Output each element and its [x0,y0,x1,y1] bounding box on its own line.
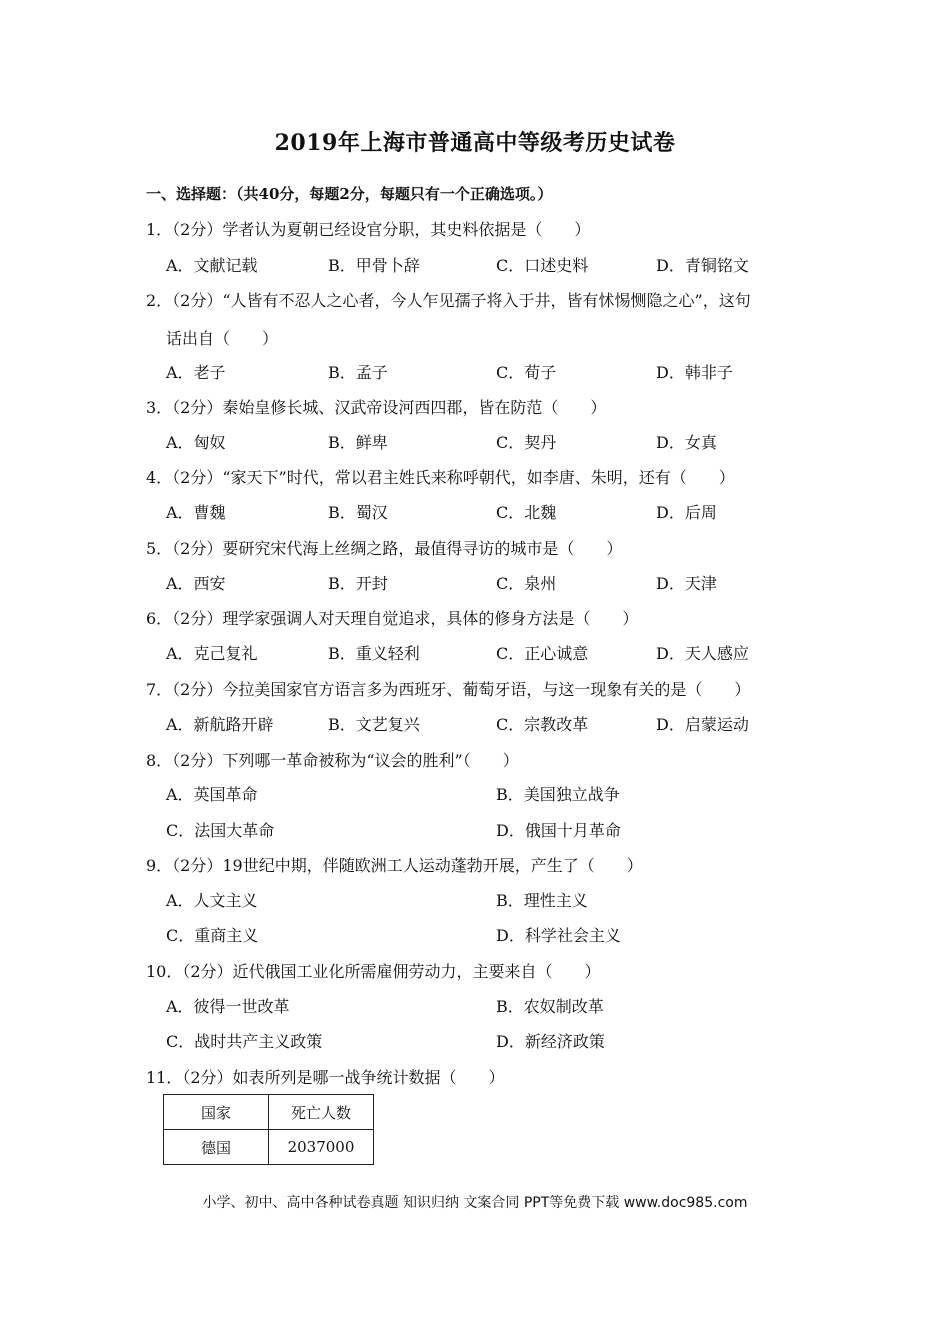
table-header-deaths: 死亡人数 [269,1095,374,1130]
question-10-option-b: B．农奴制改革 [496,997,604,1016]
question-3-option-b: B．鲜卑 [328,433,388,452]
question-8-option-c: C．法国大革命 [166,821,275,840]
question-3-option-a: A．匈奴 [166,433,226,452]
question-8-stem: 8．（2分）下列哪一革命被称为“议会的胜利”（ ） [146,751,519,770]
question-1-option-d: D．青铜铭文 [656,256,749,275]
question-10-option-c: C．战时共产主义政策 [166,1032,323,1051]
question-9-option-a: A．人文主义 [166,891,258,910]
question-7-stem: 7．（2分）今拉美国家官方语言多为西班牙、葡萄牙语，与这一现象有关的是（ ） [146,680,751,699]
section-heading: 一、选择题：（共40分，每题2分，每题只有一个正确选项。） [146,185,553,203]
question-7-option-d: D．启蒙运动 [656,715,749,734]
question-10-option-a: A．彼得一世改革 [166,997,290,1016]
table-header-country: 国家 [164,1095,269,1130]
question-4-stem: 4．（2分）“家天下”时代，常以君主姓氏来称呼朝代，如李唐、朱明，还有（ ） [146,468,735,487]
question-4-option-d: D．后周 [656,503,717,522]
question-7-option-a: A．新航路开辟 [166,715,274,734]
question-1-option-a: A．文献记载 [166,256,258,275]
question-2-stem-continued: 话出自（ ） [166,329,279,348]
question-6-option-a: A．克己复礼 [166,644,258,663]
question-9-option-c: C．重商主义 [166,926,259,945]
question-6-option-b: B．重义轻利 [328,644,420,663]
question-9-option-b: B．理性主义 [496,891,588,910]
question-6-option-c: C．正心诚意 [496,644,589,663]
question-1-option-b: B．甲骨卜辞 [328,256,420,275]
question-5-option-c: C．泉州 [496,574,557,593]
question-3-option-d: D．女真 [656,433,717,452]
question-6-option-d: D．天人感应 [656,644,749,663]
question-5-option-a: A．西安 [166,574,226,593]
question-6-stem: 6．（2分）理学家强调人对天理自觉追求，具体的修身方法是（ ） [146,609,639,628]
table-header-row [164,1095,374,1130]
question-4-option-c: C．北魏 [496,503,557,522]
question-5-stem: 5．（2分）要研究宋代海上丝绸之路，最值得寻访的城市是（ ） [146,539,623,558]
question-11-stem: 11．（2分）如表所列是哪一战争统计数据（ ） [146,1068,505,1087]
war-statistics-table [163,1094,374,1165]
question-9-option-d: D．科学社会主义 [496,926,621,945]
question-2-option-c: C．荀子 [496,363,557,382]
table-row [164,1130,374,1165]
footer-text: 小学、初中、高中各种试卷真题 知识归纳 文案合同 PPT等免费下载 www.doc985.com [202,1195,748,1211]
question-10-stem: 10．（2分）近代俄国工业化所需雇佣劳动力，主要来自（ ） [146,962,601,981]
page-title: 2019年上海市普通高中等级考历史试卷 [274,130,676,156]
question-4-option-b: B．蜀汉 [328,503,388,522]
question-2-stem: 2．（2分）“人皆有不忍人之心者，今人乍见孺子将入于井，皆有怵惕恻隐之心”，这句 [146,291,751,310]
question-5-option-b: B．开封 [328,574,388,593]
question-1-stem: 1．（2分）学者认为夏朝已经设官分职，其史料依据是（ ） [146,220,591,239]
question-4-option-a: A．曹魏 [166,503,226,522]
question-1-option-c: C．口述史料 [496,256,589,275]
question-8-option-d: D．俄国十月革命 [496,821,621,840]
question-9-stem: 9．（2分）19世纪中期，伴随欧洲工人运动蓬勃开展，产生了（ ） [146,856,643,875]
question-3-option-c: C．契丹 [496,433,557,452]
question-7-option-b: B．文艺复兴 [328,715,420,734]
question-3-stem: 3．（2分）秦始皇修长城、汉武帝设河西四郡，皆在防范（ ） [146,398,607,417]
table-cell-country: 德国 [164,1130,269,1165]
table-cell-deaths: 2037000 [269,1130,374,1165]
question-7-option-c: C．宗教改革 [496,715,589,734]
question-2-option-a: A．老子 [166,363,226,382]
question-2-option-b: B．孟子 [328,363,388,382]
question-2-option-d: D．韩非子 [656,363,733,382]
question-8-option-a: A．英国革命 [166,785,258,804]
question-8-option-b: B．美国独立战争 [496,785,620,804]
question-10-option-d: D．新经济政策 [496,1032,605,1051]
question-5-option-d: D．天津 [656,574,717,593]
